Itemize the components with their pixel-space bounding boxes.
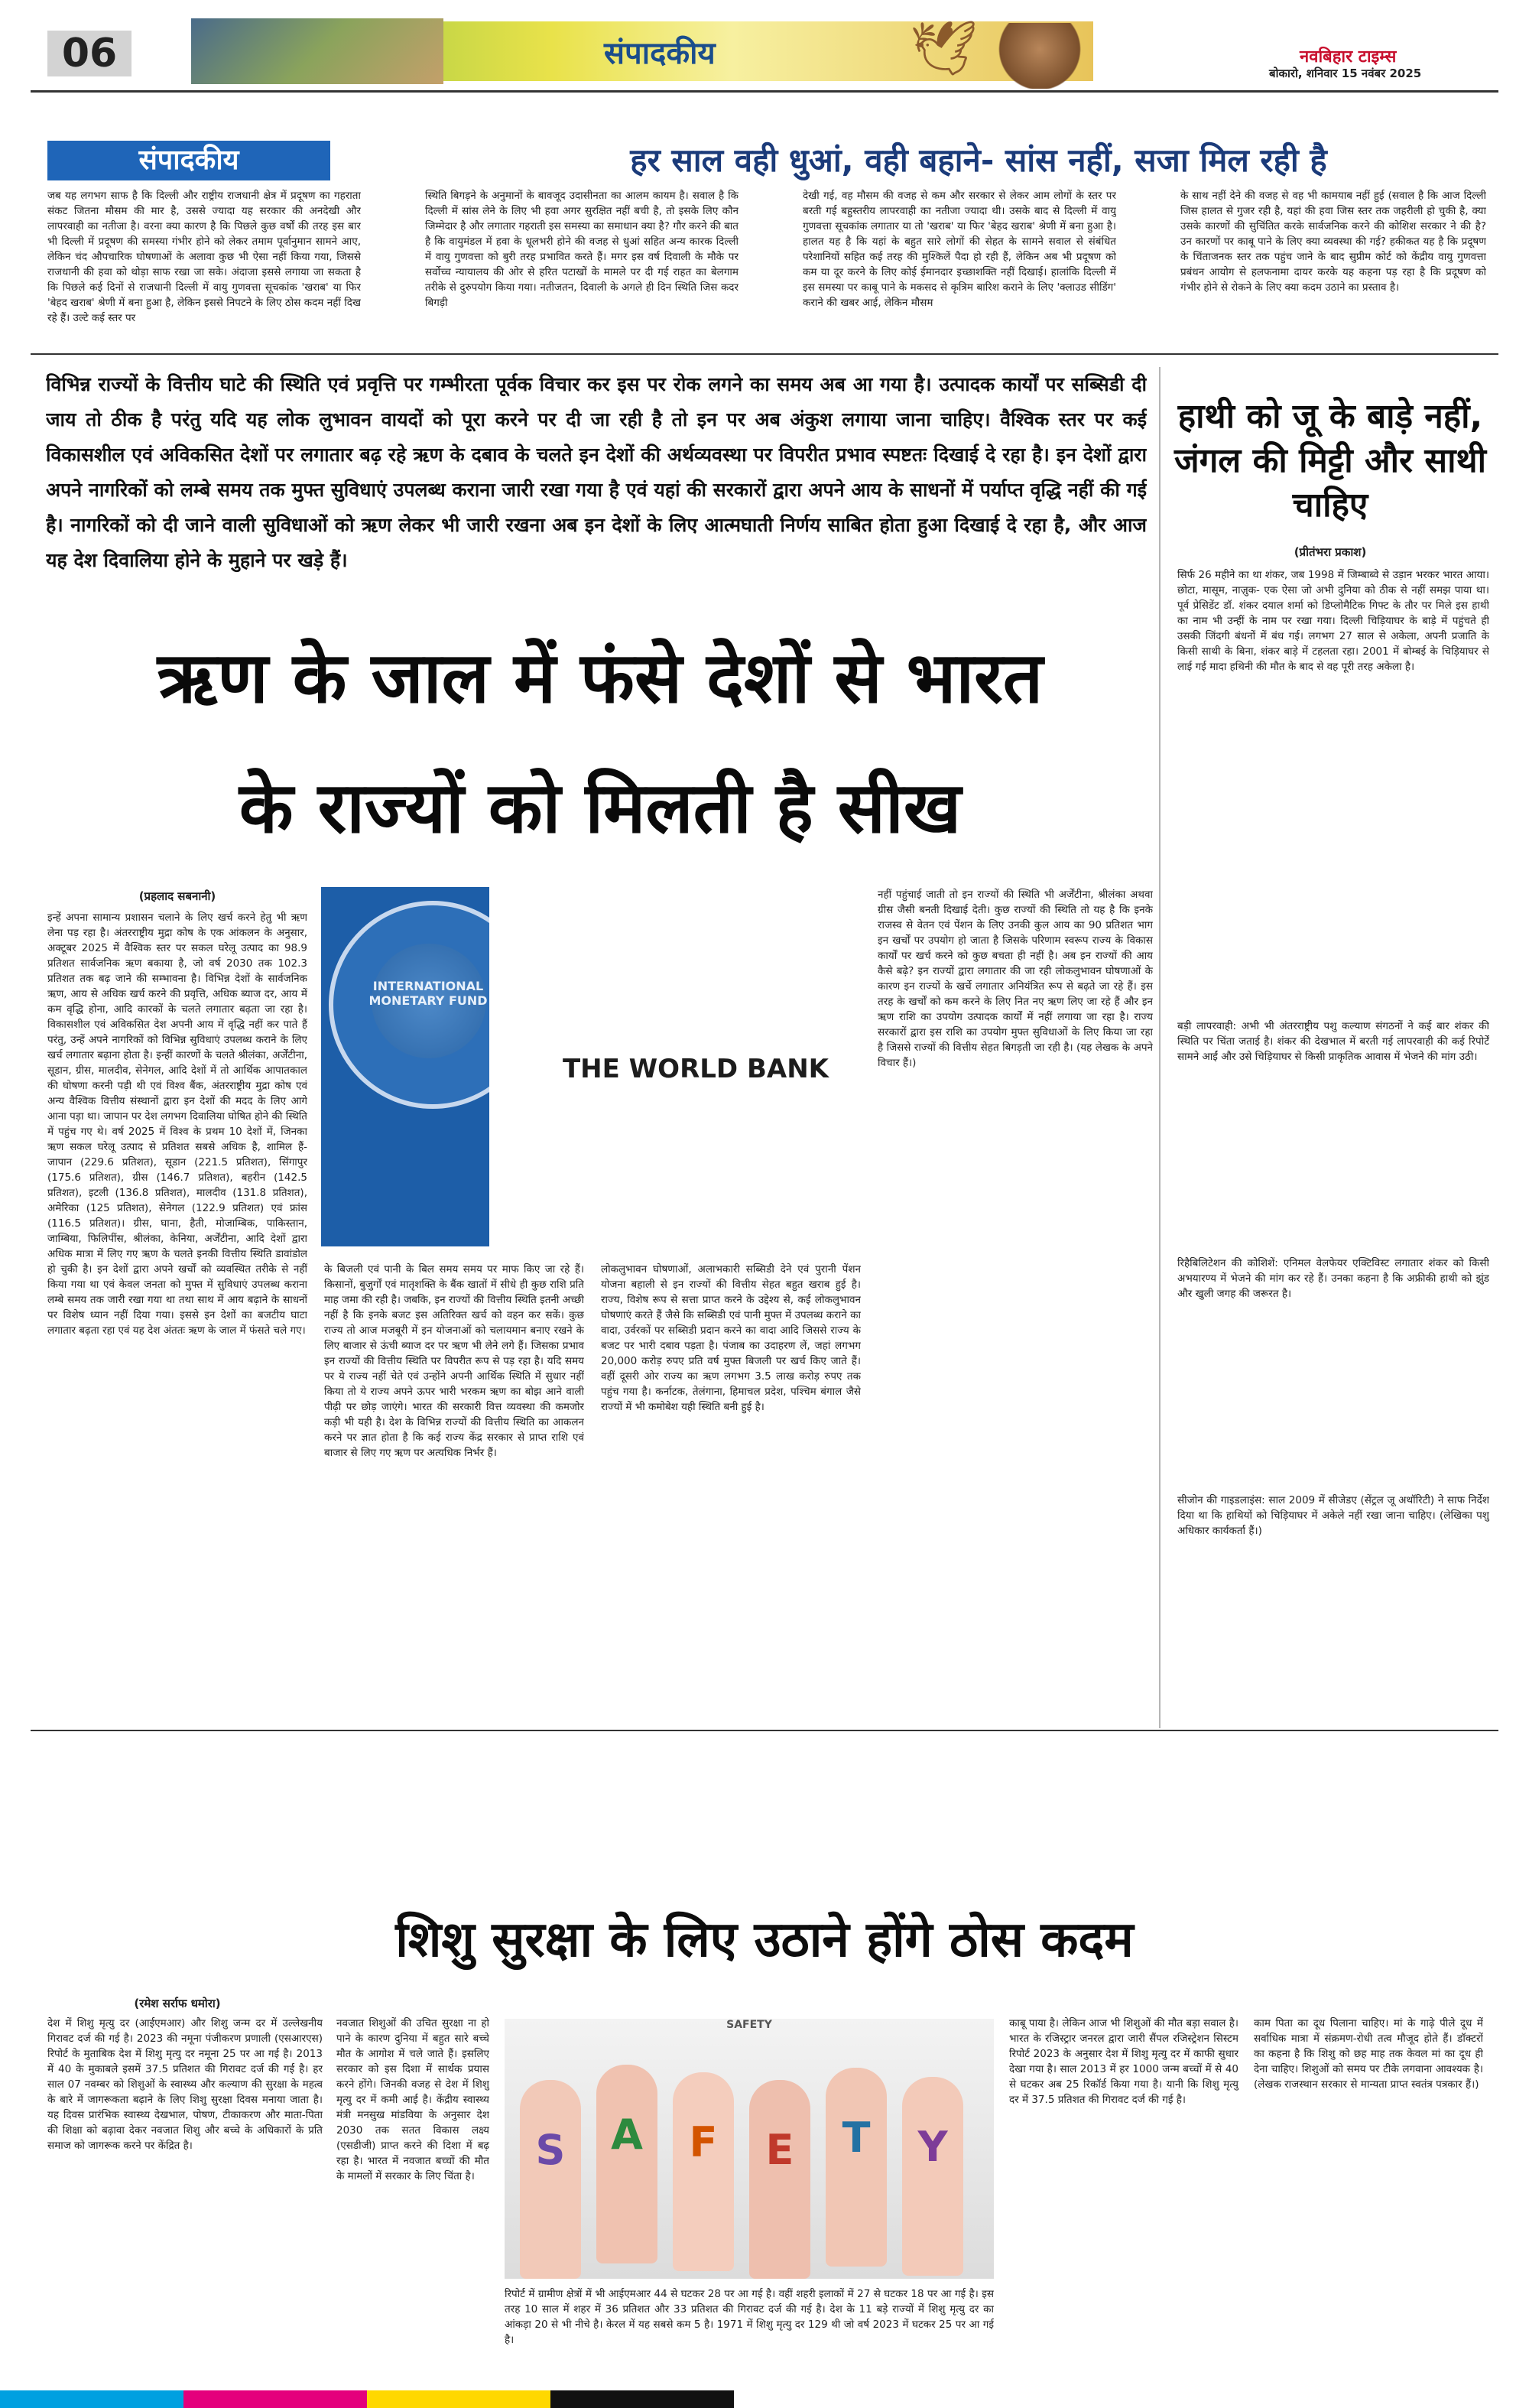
lead-column-2: के बिजली एवं पानी के बिल समय समय पर माफ किए जा रहे हैं। किसानों, बुजुर्गों एवं मातृशक्ति के बैंक खातों में सीधे ही कुछ राशि प्रति माह जमा की रही है। जबकि, इन राज्यों की वित्तीय स्थिति इतनी अच्छी नहीं है कि इनके बजट इस अतिरिक्त खर्च को वहन कर सकें। कुछ राज्य तो आज मजबूरी में इन योजनाओं को चलायमान बनाए रखने के लिए बाजार से ऊंची ब्याज दर पर ऋण भी लेने लगे हैं। जिसका प्रभाव इन राज्यों की वित्तीय स्थिति पर विपरीत रूप से पड़ रहा है। यदि समय पर ये राज्य नहीं चेते एवं उन्होंने अपनी आर्थिक स्थिति में सुधार नहीं किया तो ये राज्य अपने ऊपर भारी भरकम ऋण का बोझ आने वाली पीढ़ी पर छोड़ जाएंगे। भारत की सरकारी वित्त व्यवस्था की कमजोर कड़ी भी यही है। देश के विभिन्न राज्यों की वित्तीय स्थिति का आकलन करने पर ज्ञात होता है कि कई राज्य केंद्र सरकार से प्राप्त राशि एवं बाजार से लिए गए ऋण पर अत्यधिक निर्भर हैं। [324,1263,584,1459]
side-paragraph-4: सीजोन की गाइडलाइंस: साल 2009 में सीजेडए (सेंट्रल जू अथॉरिटी) ने साफ निर्देश दिया था कि हाथियों को चिड़ियाघर में अकेले नहीं रखा जाना चाहिए। (लेखिका पशु अधिकार कार्यकर्ता हैं।) [1177,1494,1489,1537]
editorial-column-2: स्थिति बिगड़ने के अनुमानों के बावजूद उदासीनता का आलम कायम है। सवाल है कि दिल्ली में सांस लेने के लिए भी हवा अगर सुरक्षित नहीं बची है, तो इसके लिए कौन जिम्मेदार है और लगातार गहराती इस समस्या का समाधान क्या है? गौर करने की बात है कि वायुमंडल में हवा के धूलभरी होने की वजह से धुआं सहित अन्य कारक दिल्ली में वायु गुणवत्ता को बुरी तरह प्रभावित करते हैं। मगर इस वर्ष दिवाली के मौके पर सर्वोच्च न्यायालय की ओर से हरित पटाखों के मामले पर दी गई राहत का बेलगाम तरीके से दुरुपयोग किया गया। नतीजतन, दिवाली के अगले ही दिन स्थिति जिस कदर बिगड़ी [425,190,739,309]
child-byline: (रमेश सर्राफ धमोरा) [134,1997,221,2010]
safety-letter: T [842,2114,871,2162]
hand-s [520,2080,581,2279]
child-column-1: देश में शिशु मृत्यु दर (आईएमआर) और शिशु जन्म दर में उल्लेखनीय गिरावट दर्ज की गई है। 2023 की नमूना पंजीकरण प्रणाली (एसआरएस) रिपोर्ट के मुताबिक देश में शिशु मृत्यु दर नमूना 25 पर आ गई है। 2013 में 40 के मुकाबले इसमें 37.5 प्रतिशत की गिरावट दर्ज की गई है। हर साल 07 नवम्बर को शिशुओं के स्वास्थ्य और कल्याण की सुरक्षा के महत्व के बारे में जागरूकता बढ़ाने के लिए शिशु सुरक्षा दिवस मनाया जाता है। यह दिवस प्रारंभिक स्वास्थ्य देखभाल, पोषण, टीकाकरण और माता-पिता की शिक्षा को बढ़ावा देकर नवजात शिशु और बच्चे के अधिकारों के प्रति समाज को जागरूक करने पर केंद्रित है। [47,2017,323,2152]
editorial-label: संपादकीय [47,141,330,180]
masthead-divider [31,90,1498,93]
side-paragraph-1: सिर्फ 26 महीने का था शंकर, जब 1998 में जिम्बाब्वे से उड़ान भरकर भारत आया। छोटा, मासूम, नाज़ुक- एक ऐसा जो अभी दुनिया को ठीक से नहीं समझ पाया था। पूर्व प्रेसिडेंट डॉ. शंकर दयाल शर्मा को डिप्लोमैटिक गिफ्ट के तौर पर मिले इस हाथी का नाम भी उन्हीं के नाम पर रखा गया। दिल्ली चिड़ियाघर के बाड़े में पहुंचते ही उसकी जिंदगी बंधनों में बंध गई। लगभग 27 साल से अकेला, अपनी प्रजाति के किसी साथी के बिना, शंकर बाड़े में टहलता रहा। 2001 में बोम्बई के चिड़ियाघर से लाई गई मादा हथिनी की मौत के बाद से वह पूरी तरह अकेला है। [1177,569,1489,673]
side-byline: (प्रीतंभरा प्रकाश) [1294,545,1367,559]
section-divider [31,353,1498,355]
column-divider [1159,367,1161,1728]
statue-image [986,23,1093,89]
lead-column-3: लोकलुभावन घोषणाओं, अलाभकारी सब्सिडी देने एवं पुरानी पेंशन योजना बहाली से इन राज्यों की वित्तीय सेहत बहुत खराब हुई है। राज्य, विशेष रूप से सत्ता प्राप्त करने के उद्देश्य से, कई लोकलुभावन घोषणाएं करते हैं जैसे कि सब्सिडी एवं पानी मुफ्त में उपलब्ध कराने का वादा, उर्वरकों पर सब्सिडी प्रदान करने का वादा आदि जिससे राज्य के बजट पर भारी दबाव पड़ता है। पंजाब का उदाहरण लें, जहां लगभग 20,000 करोड़ रुपए प्रति वर्ष मुफ्त बिजली पर खर्च किए जाते हैं। वहीं दूसरी ओर राज्य का ऋण लगभग 3.5 लाख करोड़ रुपए तक पहुंच गया है। कर्नाटक, तेलंगाना, हिमाचल प्रदेश, पश्चिम बंगाल जैसे राज्यों में भी कमोबेश यही स्थिति बनी हुई है। [601,1263,861,1413]
bird-icon: 🕊 [910,17,978,80]
lead-headline-line-1: ऋण के जाल में फंसे देशों से भारत [157,637,1044,719]
editorial-column-4: के साथ नहीं देने की वजह से वह भी कामयाब नहीं हुई (सवाल है कि आज दिल्ली जिस हालत से गुजर रही है, यहां की हवा जिस स्तर तक जहरीली हो चुकी है, क्या उसके कारणों की सुचिंतित करके सार्वजनिक करने की कोशिश सरकार ने की है? उन कारणों पर काबू पाने के लिए क्या व्यवस्था की गई? हकीकत यह है कि प्रदूषण के चिंताजनक स्तर तक पहुंच जाने के बाद सुप्रीम कोर्ट को केंद्रीय वायु गुणवत्ता प्रबंधन आयोग से हलफनामा दायर करके यह कहना पड़ रहा है कि प्रदूषण को गंभीर होने से रोकने के लिए क्या कदम उठाने का प्रस्ताव है। [1180,190,1486,294]
safety-letter: E [765,2126,794,2174]
lead-column-1: इन्हें अपना सामान्य प्रशासन चलाने के लिए खर्च करने हेतु भी ऋण लेना पड़ रहा है। अंतरराष्ट्रीय मुद्रा कोष के एक आंकलन के अनुसार, अक्टूबर 2025 में वैश्विक स्तर पर सकल घरेलू उत्पाद का 98.9 प्रतिशत सार्वजनिक ऋण बकाया है, जो वर्ष 2030 तक 102.3 प्रतिशत तक बढ़ जाने की सम्भावना है। विभिन्न देशों के सार्वजनिक ऋण, आय से अधिक खर्च करने की प्रवृत्ति, अधिक ब्याज दर, आय में कम वृद्धि होना, आदि कारकों के चलते लगातार बढ़ता जा रहा है। विकासशील एवं अविकसित देश अपनी आय में वृद्धि नहीं कर पाते हैं परंतु, उन्हें अपने नागरिकों को विभिन्न सुविधाएं उपलब्ध कराने के लिए खर्च लगातार बढ़ाना होता है। इन्हीं कारणों के चलते श्रीलंका, अर्जेंटीना, सूडान, ग्रीस, मालदीव, सेनेगल, आदि देशों में तो आर्थिक आपातकाल की घोषणा करनी पड़ी थी एवं विश्व बैंक, अंतरराष्ट्रीय मुद्रा कोष एवं अन्य वैश्विक वित्तीय संस्थानों द्वारा इन देशों की मदद के लिए आगे आना पड़ा था। जापान पर देश लगभग दिवालिया घोषित होने की स्थिति में पहुंच गए थे। वर्ष 2025 में विश्व के प्रथम 10 देशों में, जिनका ऋण सकल घरेलू उत्पाद से प्रतिशत सबसे अधिक है, शामिल हैं- जापान (229.6 प्रतिशत), सूडान (221.5 प्रतिशत), सिंगापुर (175.6 प्रतिशत), ग्रीस (146.7 प्रतिशत), बहरीन (142.5 प्रतिशत), इटली (136.8 प्रतिशत), मालदीव (131.8 प्रतिशत), अमेरिका (125 प्रतिशत), सेनेगल (122.9 प्रतिशत) एवं फ्रांस (116.5 प्रतिशत)। ग्रीस, घाना, हैती, मोजाम्बिक, पाकिस्तान, जाम्बिया, फिलिपींस, श्रीलंका, केनिया, अर्जेंटीना, आदि देशों द्वारा अधिक मात्रा में लिए गए ऋण के चलते इनकी वित्तीय स्थिति डावांडोल हो चुकी है। इन देशों द्वारा अपने खर्चों को व्यवस्थित तरीके से नहीं किया गया था एवं केवल जनता को मुफ्त में सुविधाएं उपलब्ध कराना लम्बे समय तक जारी रखा गया था तथा साथ में आय बढ़ाने के साधनों पर विशेष ध्यान नहीं दिया गया। इससे इन देशों का बजटीय घाटा लगातार बढ़ता रहा एवं यह देश अंततः ऋण के जाल में फंसते चले गए। [47,912,307,1337]
page-number: 06 [47,31,131,76]
section-divider-2 [31,1730,1498,1731]
masthead-collage-image [191,18,443,84]
child-column-2: नवजात शिशुओं की उचित सुरक्षा ना हो पाने के कारण दुनिया में बहुत सारे बच्चे मौत के आगोश में चले जाते हैं। इसलिए सरकार को इस दिशा में सार्थक प्रयास करने होंगे। जिनकी वजह से देश में शिशु मृत्यु दर में कमी आई है। केंद्रीय स्वास्थ्य मंत्री मनसुख मांडविया के अनुसार देश 2030 तक सतत विकास लक्ष्य (एसडीजी) प्राप्त करने की दिशा में बढ़ रहा है। भारत में नवजात बच्चों की मौत के मामलों में सरकार के लिए चिंता है। [336,2017,489,2182]
safety-letter: F [689,2118,718,2166]
side-headline: हाथी को जू के बाड़े नहीं, जंगल की मिट्टी और साथी चाहिए [1174,397,1486,525]
lead-byline: (प्रहलाद सबनानी) [138,889,216,903]
safety-hands-photo [505,2019,994,2279]
imf-seal-text: INTERNATIONAL MONETARY FUND [368,979,488,1008]
editorial-headline: हर साल वही धुआं, वही बहाने- सांस नहीं, सजा मिल रही है [630,141,1327,179]
safety-letter: S [535,2126,566,2174]
hand-f [673,2072,734,2271]
child-safety-headline: शिशु सुरक्षा के लिए उठाने होंगे ठोस कदम [395,1912,1134,1968]
lead-highlight-text: विभिन्न राज्यों के वित्तीय घाटे की स्थिति एवं प्रवृत्ति पर गम्भीरता पूर्वक विचार कर इस पर रोक लगने का समय अब आ गया है। उत्पादक कार्यों पर सब्सिडी दी जाय तो ठीक है परंतु यदि यह लोक लुभावन वायदों को पूरा करने पर दी जा रही है तो इन पर अब अंकुश लगाया जाना चाहिए। वैश्विक स्तर पर कई विकासशील एवं अविकसित देशों पर लगातार बढ़ रहे ऋण के दबाव के चलते इन देशों की अर्थव्यवस्था पर विपरीत प्रभाव स्पष्टतः दिखाई दे रहा है। इन देशों द्वारा अपने नागरिकों को लम्बे समय तक मुफ्त सुविधाएं उपलब्ध कराना जारी रखा गया है एवं यहां की सरकारों द्वारा अपने आय के साधनों में पर्याप्त वृद्धि नहीं की गई है। नागरिकों को दी जाने वाली सुविधाओं को ऋण लेकर भी जारी रखना अब इन देशों के लिए आत्मघाती निर्णय साबित होता हुआ दिखाई दे रहा है, और आज यह देश दिवालिया होने के मुहाने पर खड़े हैं। [46,373,1147,571]
side-paragraph-2: बड़ी लापरवाही: अभी भी अंतरराष्ट्रीय पशु कल्याण संगठनों ने कई बार शंकर की स्थिति पर चिंता जताई है। शंकर की देखभाल में बरती गई लापरवाही की कई रिपोर्टें सामने आईं और उसे चिड़ियाघर से किसी प्राकृतिक आवास में भेजने की मांग उठी। [1177,1020,1489,1063]
hand-t [826,2068,887,2267]
child-column-3: रिपोर्ट में ग्रामीण क्षेत्रों में भी आईएमआर 44 से घटकर 28 पर आ गई है। वहीं शहरी इलाकों में 27 से घटकर 18 पर आ गई है। इस तरह 10 साल में शहर में 36 प्रतिशत और 33 प्रतिशत की गिरावट दर्ज की गई है। देश के 11 बड़े राज्यों में शिशु मृत्यु दर का आंकड़ा 20 से भी नीचे है। केरल में यह सबसे कम 5 है। 1971 में शिशु मृत्यु दर 129 थी जो वर्ष 2023 में घटकर 25 पर आ गई है। [505,2288,994,2346]
section-title: संपादकीय [604,36,716,71]
side-paragraph-3: रिहैबिलिटेशन की कोशिशें: एनिमल वेलफेयर एक्टिविस्ट लगातार शंकर को किसी अभयारण्य में भेजने की मांग कर रहे हैं। उनका कहना है कि अफ्रीकी हाथी को झुंड और खुली जगह की जरूरत है। [1177,1257,1489,1300]
safety-image-caption: SAFETY [726,2019,772,2031]
world-bank-logo-text: THE WORLD BANK [562,1054,829,1084]
hand-y [902,2077,963,2276]
lead-headline-line-2: के राज्यों को मिलती है सीख [239,767,962,849]
editorial-column-1: जब यह लगभग साफ है कि दिल्ली और राष्ट्रीय राजधानी क्षेत्र में प्रदूषण का गहराता संकट जितना मौसम की मार है, उससे ज्यादा यह सरकार की अनदेखी और लापरवाही का नतीजा है। वरना क्या कारण है कि पिछले कुछ वर्षों की तरह इस बार भी दिल्ली में प्रदूषण की समस्या गंभीर होने को लेकर तमाम पूर्वानुमान सामने आए, लेकिन चंद औपचारिक घोषणाओं के अलावा कुछ भी ऐसा नहीं किया गया, जिससे राजधानी की हवा को थोड़ा साफ रखा जा सके। अंदाजा इससे लगाया जा सकता है कि पिछले कई दिनों से राजधानी दिल्ली में वायु गुणवत्ता सूचकांक 'खराब' या फिर 'बेहद खराब' श्रेणी में बना हुआ है, लेकिन इससे निपटने के लिए ठोस कदम नहीं दिख रहे हैं। उल्टे कई स्तर पर [47,190,361,324]
child-column-4: काबू पाया है। लेकिन आज भी शिशुओं की मौत बड़ा सवाल है। भारत के रजिस्ट्रार जनरल द्वारा जारी सैंपल रजिस्ट्रेशन सिस्टम रिपोर्ट 2023 के अनुसार देश में शिशु मृत्यु दर में काफी सुधार देखा गया है। साल 2013 में हर 1000 जन्म बच्चों में से 40 से घटकर अब 25 रिकॉर्ड किया गया है। यानी कि शिशु मृत्यु दर में 37.5 प्रतिशत की गिरावट दर्ज की गई है। [1009,2017,1238,2106]
safety-letter: A [611,2111,643,2159]
lead-column-4: नहीं पहुंचाई जाती तो इन राज्यों की स्थिति भी अर्जेंटीना, श्रीलंका अथवा ग्रीस जैसी बनती दिखाई देती। कुछ राज्यों की स्थिति तो यह है कि इनके राजस्व से वेतन एवं पेंशन के लिए उनकी कुल आय का 90 प्रतिशत भाग इन खर्चों पर उपयोग हो जाता है जिसके परिणाम स्वरूप राज्य के विकास कार्यों पर खर्च करने को कुछ बचता ही नहीं है। अब इन राज्यों की आय कैसे बढ़े? इन राज्यों द्वारा लगातार की जा रही लोकलुभावन घोषणाओं के कारण इन राज्यों के खर्चे लगातार अनियंत्रित रूप से बढ़ते जा रहे हैं। इस तरह के खर्चों को कम करने के लिए नित नए ऋण लिए जा रहे हैं और इन ऋण राशि का उपयोग उत्पादक कार्यों में नहीं लगाया जा रहा है। राज्य सरकारों द्वारा इस राशि का उपयोग मुफ्त सुविधाओं के लिए किया जा रहा है जिससे राज्यों की वित्तीय सेहत बिगड़ती जा रही है। (यह लेखक के अपने विचार हैं।) [878,889,1153,1069]
hand-a [596,2065,657,2263]
newspaper-name: नवबिहार टाइम्स [1300,47,1397,67]
safety-letter: Y [917,2123,948,2171]
child-column-5: काम पिता का दूध पिलाना चाहिए। मां के गाढ़े पीले दूध में सर्वाधिक मात्रा में संक्रमण-रोधी तत्व मौजूद होते हैं। डॉक्टरों का कहना है कि शिशु को छह माह तक केवल मां का दूध ही देना चाहिए। शिशुओं को समय पर टीके लगवाना आवश्यक है। (लेखक राजस्थान सरकार से मान्यता प्राप्त स्वतंत्र पत्रकार हैं।) [1254,2017,1483,2091]
hand-e [749,2080,810,2279]
print-color-strip [0,2390,1529,2408]
date-line: बोकारो, शनिवार 15 नवंबर 2025 [1269,67,1422,80]
editorial-column-3: देखी गई, वह मौसम की वजह से कम और सरकार से लेकर आम लोगों के स्तर पर बरती गई बहुस्तरीय लापरवाही का नतीजा ज्यादा थी। उसके बाद से दिल्ली में वायु गुणवत्ता सूचकांक लगातार या तो 'खराब' या फिर 'बेहद खराब' श्रेणी में बना हुआ है। हालत यह है कि यहां के बहुत सारे लोगों की सेहत के सामने सवाल से संबंधित परेशानियों सहित कई तरह की मुश्किलें पैदा हो रही हैं, लेकिन अब भी प्रदूषण को कम या दूर करने के लिए कोई ईमानदार इच्छाशक्ति नहीं दिखाई। हालांकि दिल्ली में इस समस्या पर काबू पाने के मकसद से कृत्रिम बारिश कराने के लिए 'क्लाउड सीडिंग' कराने की खबर आई, लेकिन मौसम [803,190,1116,309]
